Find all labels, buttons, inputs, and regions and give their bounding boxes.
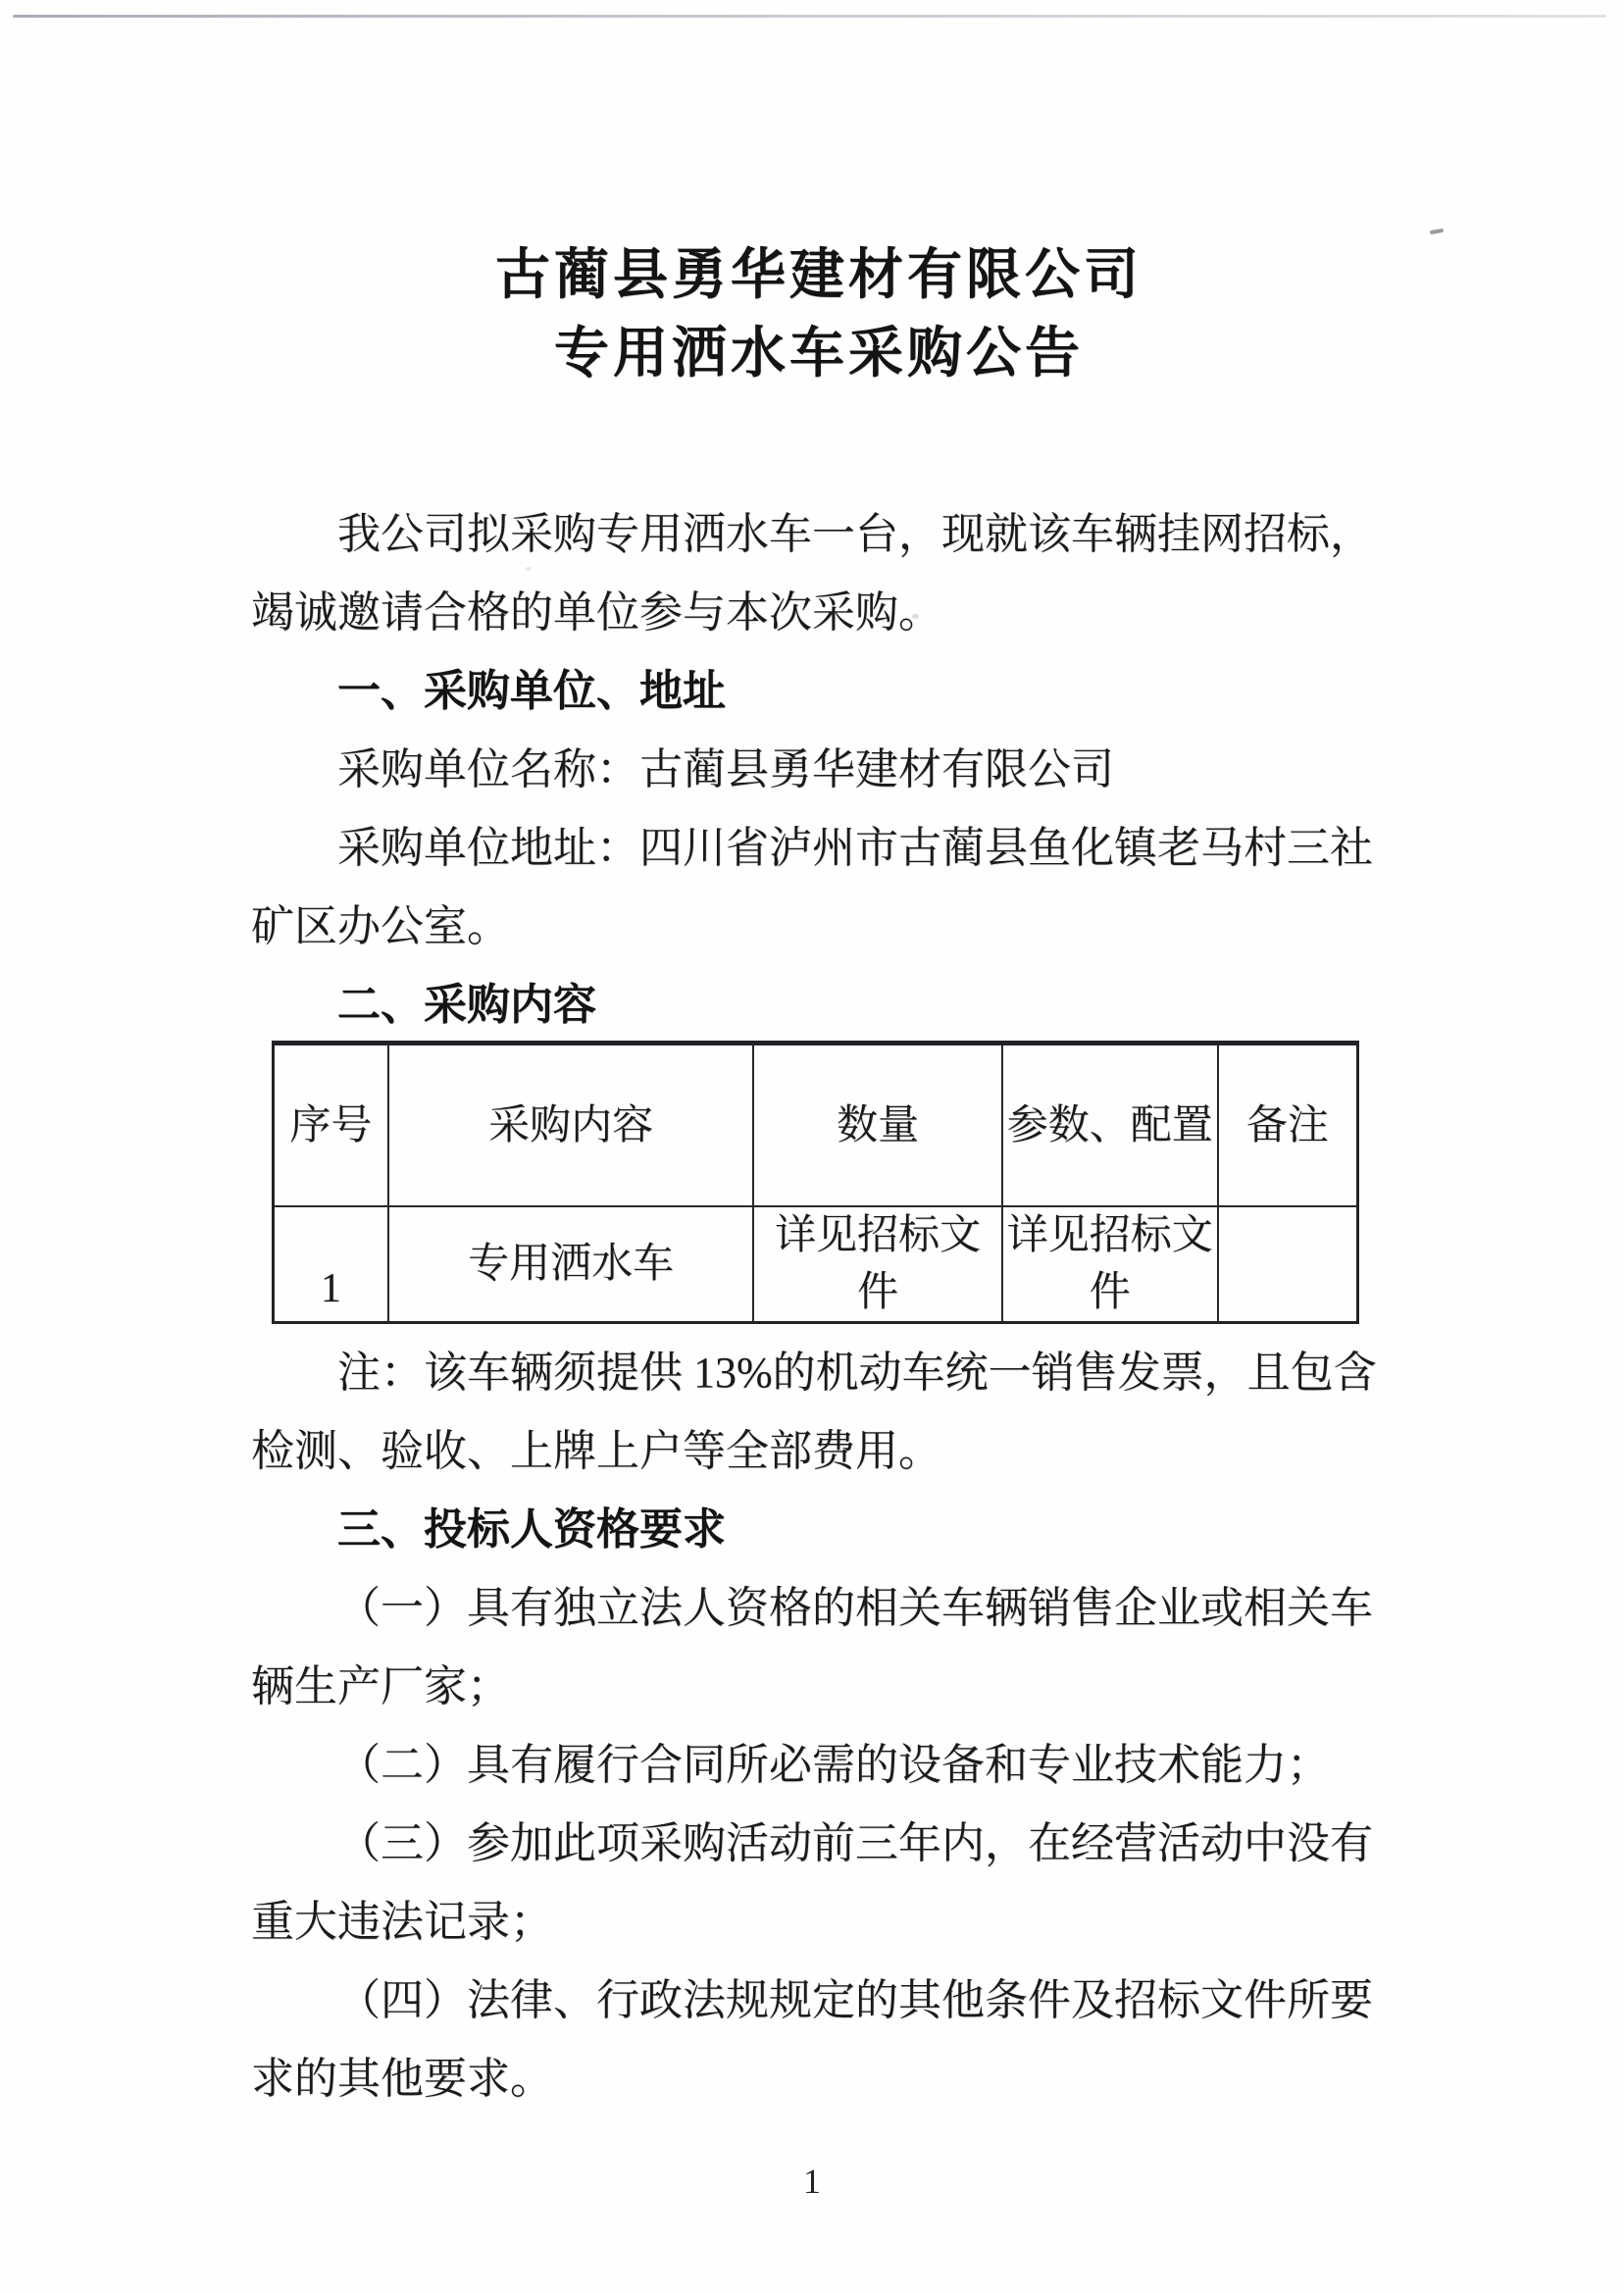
section3-heading: 三、投标人资格要求 (337, 1505, 726, 1554)
cell-parameters-config: 详见招标文件 (1002, 1206, 1218, 1323)
qualification-item-1: （一）具有独立法人资格的相关车辆销售企业或相关车辆生产厂家； (251, 1584, 1373, 1710)
cell-purchase-content: 专用洒水车 (388, 1206, 754, 1323)
purchase-content-table (272, 1041, 1359, 1324)
title-line-1: 古蔺县勇华建材有限公司 (495, 243, 1142, 305)
qualification-item-3: （三）参加此项采购活动前三年内，在经营活动中没有重大违法记录； (251, 1819, 1373, 1946)
col-header-purchase-content: 采购内容 (388, 1044, 754, 1207)
cell-remarks (1218, 1206, 1358, 1323)
purchaser-name-line: 采购单位名称：古蔺县勇华建材有限公司 (337, 745, 1114, 793)
section2-heading: 二、采购内容 (337, 981, 596, 1029)
page-number: 1 (803, 2162, 821, 2201)
purchaser-address-line: 采购单位地址：四川省泸州市古蔺县鱼化镇老马村三社矿区办公室。 (251, 824, 1373, 950)
col-header-serial-number: 序号 (274, 1044, 388, 1207)
cell-quantity: 详见招标文件 (753, 1206, 1001, 1323)
invoice-note-paragraph: 注：该车辆须提供 13%的机动车统一销售发票，且包含检测、验收、上牌上户等全部费用。 (251, 1349, 1377, 1475)
qualification-item-2: （二）具有履行合同所必需的设备和专业技术能力； (337, 1741, 1330, 1789)
table-header-row (274, 1044, 1358, 1207)
table-row (274, 1206, 1358, 1323)
scan-speck (1430, 229, 1444, 234)
scan-artifact-line (13, 15, 1606, 18)
col-header-remarks: 备注 (1218, 1044, 1358, 1207)
section1-heading: 一、采购单位、地址 (337, 667, 726, 715)
title-line-2: 专用洒水车采购公告 (554, 322, 1084, 383)
document-title (251, 235, 1387, 392)
col-header-quantity: 数量 (753, 1044, 1001, 1207)
col-header-parameters-config: 参数、配置 (1002, 1044, 1218, 1207)
cell-serial-number: 1 (274, 1206, 388, 1323)
intro-paragraph: 我公司拟采购专用洒水车一台，现就该车辆挂网招标，竭诚邀请合格的单位参与本次采购。 (251, 510, 1373, 637)
qualification-item-4: （四）法律、行政法规规定的其他条件及招标文件所要求的其他要求。 (251, 1976, 1373, 2103)
document-content (251, 235, 1387, 2118)
